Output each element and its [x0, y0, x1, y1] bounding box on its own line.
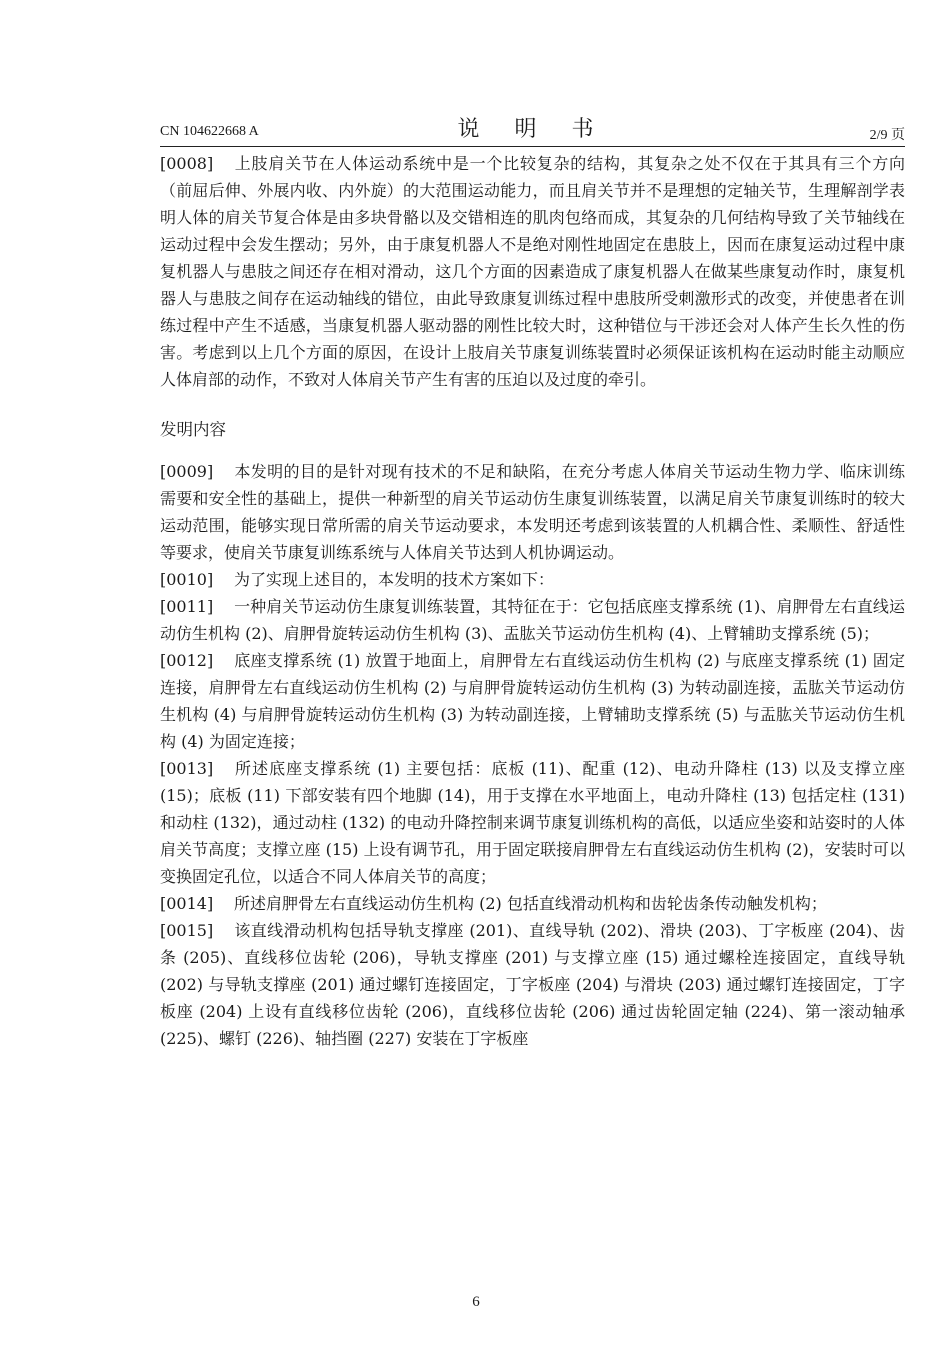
paragraph — [160, 890, 905, 917]
document-body — [160, 150, 905, 1052]
paragraph-number: [0014] — [160, 894, 214, 913]
document-number: CN 104622668 A — [160, 124, 259, 139]
paragraph-text: 所述肩胛骨左右直线运动仿生机构 (2) 包括直线滑动机构和齿轮齿条传动触发机构； — [234, 894, 827, 913]
paragraph-number: [0013] — [160, 759, 214, 778]
paragraph — [160, 150, 905, 393]
paragraph — [160, 755, 905, 890]
paragraph-number: [0015] — [160, 921, 214, 940]
paragraph-text: 所述底座支撑系统 (1) 主要包括：底板 (11)、配重 (12)、电动升降柱 (13) 以及支撑立座 (15)；底板 (11) 下部安装有四个地脚 (14)，用于支撑在水平地面上，电动升降柱 (13) 包括定柱 (131) 和动柱 (132)，通过动柱 (132) 的电动升降控制来调节康复训练机构的高低，以适应坐姿和站姿时的人体肩关节高度；支撑立座 (15) 上设有调节孔，用于固定联接肩胛骨左右直线运动仿生机构 (2)，安装时可以变换固定孔位，以适合不同人体肩关节的高度； — [160, 759, 905, 886]
page-number: 6 — [472, 1294, 480, 1310]
paragraph-text: 该直线滑动机构包括导轨支撑座 (201)、直线导轨 (202)、滑块 (203)、丁字板座 (204)、齿条 (205)、直线移位齿轮 (206)，导轨支撑座 (201) 与支撑立座 (15) 通过螺栓连接固定，直线导轨 (202) 与导轨支撑座 (201) 通过螺钉连接固定，丁字板座 (204) 与滑块 (203) 通过螺钉连接固定，丁字板座 (204) 上设有直线移位齿轮 (206)，直线移位齿轮 (206) 通过齿轮固定轴 (224)、第一滚动轴承 (225)、螺钉 (226)、轴挡圈 (227) 安装在丁字板座 — [160, 921, 905, 1048]
paragraph-text: 底座支撑系统 (1) 放置于地面上，肩胛骨左右直线运动仿生机构 (2) 与底座支撑系统 (1) 固定连接，肩胛骨左右直线运动仿生机构 (2) 与肩胛骨旋转运动仿生机构 (3) 为转动副连接，盂肱关节运动仿生机构 (4) 与肩胛骨旋转运动仿生机构 (3) 为转动副连接，上臂辅助支撑系统 (5) 与盂肱关节运动仿生机构 (4) 为固定连接； — [160, 651, 905, 751]
paragraph-text: 本发明的目的是针对现有技术的不足和缺陷，在充分考虑人体肩关节运动生物力学、临床训练需要和安全性的基础上，提供一种新型的肩关节运动仿生康复训练装置，以满足肩关节康复训练时的较大运动范围，能够实现日常所需的肩关节运动要求，本发明还考虑到该装置的人机耦合性、柔顺性、舒适性等要求，使肩关节康复训练系统与人体肩关节达到人机协调运动。 — [160, 462, 905, 562]
paragraph — [160, 458, 905, 566]
paragraph-number: [0008] — [160, 154, 214, 173]
paragraph-text: 一种肩关节运动仿生康复训练装置，其特征在于：它包括底座支撑系统 (1)、肩胛骨左右直线运动仿生机构 (2)、肩胛骨旋转运动仿生机构 (3)、盂肱关节运动仿生机构 (4)、上臂辅助支撑系统 (5)； — [160, 597, 905, 643]
paragraph-text: 为了实现上述目的，本发明的技术方案如下： — [234, 570, 555, 589]
paragraph-number: [0011] — [160, 597, 214, 616]
paragraph — [160, 593, 905, 647]
paragraph-text: 上肢肩关节在人体运动系统中是一个比较复杂的结构，其复杂之处不仅在于其具有三个方向（前屈后伸、外展内收、内外旋）的大范围运动能力，而且肩关节并不是理想的定轴关节，生理解剖学表明人体的肩关节复合体是由多块骨骼以及交错相连的肌肉包络而成，其复杂的几何结构导致了关节轴线在运动过程中会发生摆动；另外，由于康复机器人不是绝对刚性地固定在患肢上，因而在康复运动过程中康复机器人与患肢之间还存在相对滑动，这几个方面的因素造成了康复机器人在做某些康复动作时，康复机器人与患肢之间存在运动轴线的错位，由此导致康复训练过程中患肢所受刺激形式的改变，并使患者在训练过程中产生不适感，当康复机器人驱动器的刚性比较大时，这种错位与干涉还会对人体产生长久性的伤害。考虑到以上几个方面的原因，在设计上肢肩关节康复训练装置时必须保证该机构在运动时能主动顺应人体肩部的动作，不致对人体肩关节产生有害的压迫以及过度的牵引。 — [160, 154, 905, 389]
paragraph-number: [0010] — [160, 570, 214, 589]
paragraph — [160, 647, 905, 755]
page-counter: 2/9 页 — [869, 128, 905, 143]
paragraph — [160, 566, 905, 593]
header-rule — [160, 146, 905, 147]
paragraph — [160, 917, 905, 1052]
paragraph-number: [0012] — [160, 651, 214, 670]
page-header — [160, 112, 905, 148]
paragraph-number: [0009] — [160, 462, 214, 481]
document-title: 说 明 书 — [457, 117, 608, 142]
section-heading: 发明内容 — [160, 420, 226, 439]
